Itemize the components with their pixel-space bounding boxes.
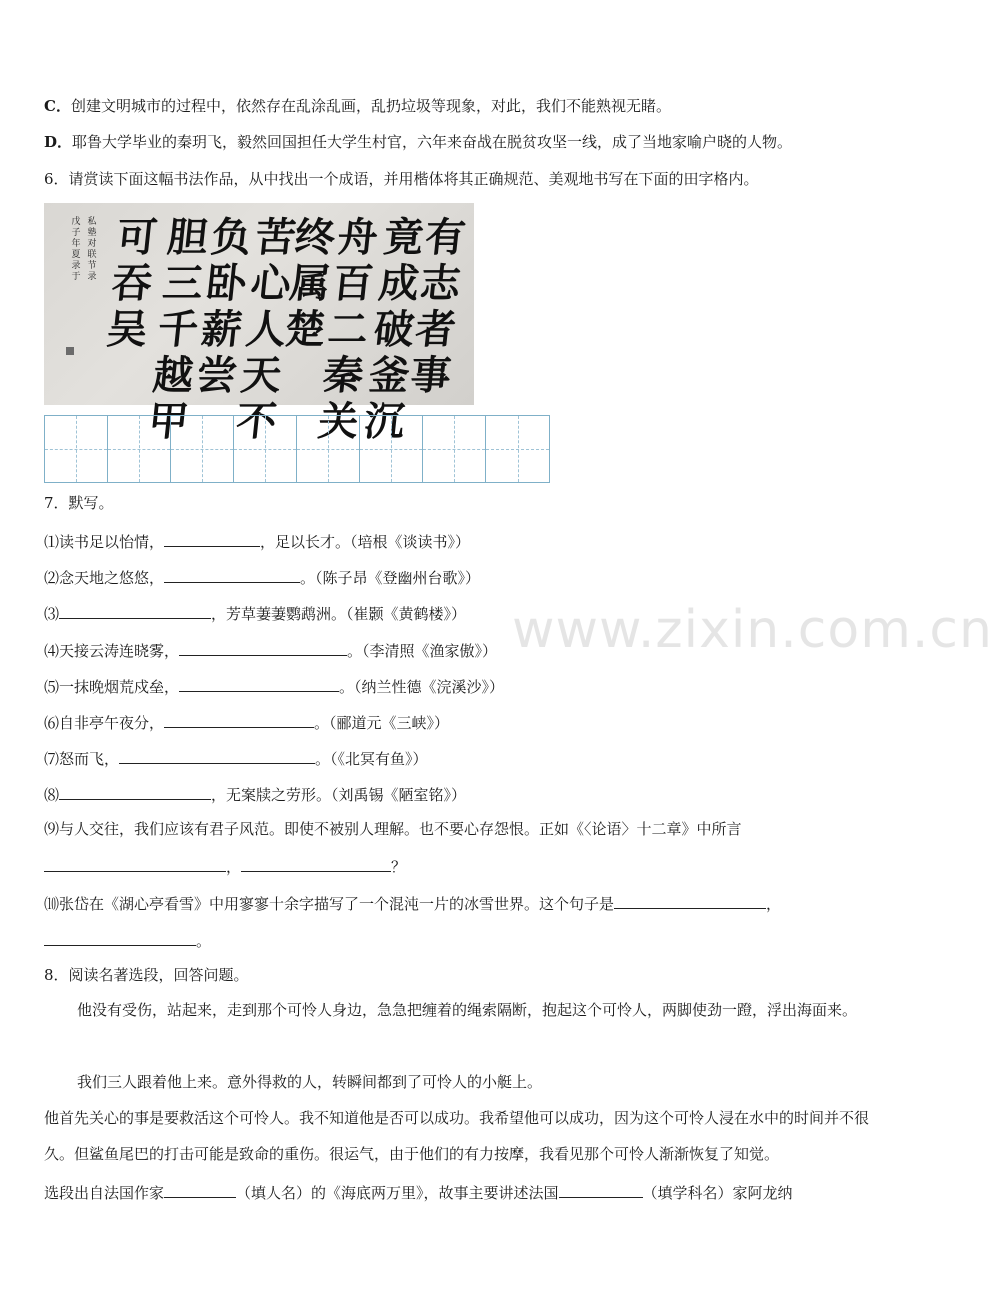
calligraphy-inscription: 私塾对联节录 — [87, 217, 97, 282]
answer-blank[interactable] — [614, 892, 766, 909]
answer-blank[interactable] — [164, 530, 260, 547]
item-text-after: ，足以长才。（培根《谈读书》） — [260, 533, 471, 551]
question-8-title: 8．阅读名著选段，回答问题。 — [44, 966, 249, 984]
grid-cell[interactable] — [45, 416, 108, 482]
item-text-after: 。（《北冥有鱼》） — [315, 750, 428, 768]
calligraphy-column: 舟百二秦关 — [315, 214, 381, 445]
recitation-item-5 — [44, 675, 504, 697]
answer-blank[interactable] — [179, 639, 347, 656]
answer-blank[interactable] — [59, 602, 211, 619]
grid-cell[interactable] — [423, 416, 486, 482]
calligraphy-column: 终属楚 — [282, 214, 338, 353]
answer-blank[interactable] — [179, 675, 339, 692]
question-8-prompt — [44, 1181, 793, 1203]
terminator: ？ — [391, 858, 407, 876]
item-text-after: ，芳草萋萋鹦鹉洲。（崔颢《黄鹤楼》） — [211, 605, 467, 623]
excerpt-paragraph-2: 我们三人跟着他上来。意外得救的人，转瞬间都到了可怜人的小艇上。 — [77, 1073, 543, 1091]
option-c-text: 创建文明城市的过程中，依然存在乱涂乱画，乱扔垃圾等现象，对此，我们不能熟视无睹。 — [70, 97, 671, 115]
recitation-item-7 — [44, 747, 428, 769]
answer-blank[interactable] — [241, 855, 391, 872]
option-d-text: 耶鲁大学毕业的秦玥飞，毅然回国担任大学生村官，六年来奋战在脱贫攻坚一线，成了当地家喻户晓的人物。 — [72, 133, 793, 151]
item-text-before: ⑹自非亭午夜分， — [44, 714, 165, 732]
grid-cell[interactable] — [108, 416, 171, 482]
option-c — [44, 96, 671, 116]
item-text-before: ⑷天接云涛连晓雾， — [44, 642, 180, 660]
prompt-text: （填人名）的《海底两万里》，故事主要讲述法国 — [236, 1184, 559, 1202]
recitation-item-9-blanks — [44, 855, 406, 877]
calligraphy-column: 竟成破釜沉 — [361, 214, 427, 445]
item-text-before: ⑴读书足以怡情， — [44, 533, 165, 551]
separator: ， — [766, 895, 782, 913]
recitation-item-9-text: ⑼与人交往，我们应该有君子风范。即使不被别人理解。也不要心存怨恨。正如《〈论语〉十二章》中所言 — [44, 820, 742, 838]
item-text-after: ，无案牍之劳形。（刘禹锡《陋室铭》） — [211, 786, 467, 804]
watermark: www.zixin.com.cn — [512, 600, 993, 660]
answer-blank[interactable] — [44, 929, 196, 946]
item-text-after: 。（陈子昂《登幽州台歌》） — [300, 569, 481, 587]
recitation-item-2 — [44, 566, 480, 588]
recitation-item-6 — [44, 711, 449, 733]
grid-cell[interactable] — [171, 416, 234, 482]
calligraphy-column: 可吞吴 — [104, 214, 160, 353]
terminator: 。 — [196, 932, 212, 950]
excerpt-paragraph-1: 他没有受伤，站起来，走到那个可怜人身边，急急把缠着的绳索隔断，抱起这个可怜人，两脚使劲一蹬，浮出海面来。 — [77, 1001, 858, 1019]
seal-stamp — [66, 347, 74, 355]
item-text-before: ⑸一抹晚烟荒戍垒， — [44, 678, 180, 696]
item-text-after: 。（纳兰性德《浣溪沙》） — [339, 678, 505, 696]
calligraphy-inscription: 戊子年夏录于 — [71, 217, 81, 282]
item-text-after: 。（李清照《渔家傲》） — [347, 642, 498, 660]
answer-blank[interactable] — [44, 855, 226, 872]
grid-cell[interactable] — [234, 416, 297, 482]
calligraphy-column: 负卧薪尝 — [194, 214, 254, 399]
calligraphy-column: 苦心人天不 — [233, 214, 299, 445]
option-d — [44, 132, 792, 152]
item-text-after: 。（郦道元《三峡》） — [314, 714, 450, 732]
grid-cell[interactable] — [486, 416, 549, 482]
item-text-before: ⑺怒而飞， — [44, 750, 120, 768]
grid-cell[interactable] — [360, 416, 423, 482]
author-blank[interactable] — [164, 1181, 236, 1198]
item-text-before: ⑵念天地之悠悠， — [44, 569, 165, 587]
excerpt-paragraph-3: 他首先关心的事是要救活这个可怜人。我不知道他是否可以成功。我希望他可以成功，因为这个可怜人浸在水中的时间并不很久。但鲨鱼尾巴的打击可能是致命的重伤。很运气，由于他们的有力按摩，我看见那个可怜人渐渐恢复了知觉。 — [44, 1109, 870, 1163]
recitation-item-3 — [44, 602, 466, 624]
recitation-item-1 — [44, 530, 470, 552]
prompt-text: （填学科名）家阿龙纳 — [642, 1184, 793, 1202]
separator: ， — [226, 858, 242, 876]
answer-blank[interactable] — [59, 783, 211, 800]
tianzige-grid — [44, 415, 550, 483]
recitation-item-4 — [44, 639, 497, 661]
calligraphy-column: 有志者事 — [408, 214, 468, 399]
item-text: ⑽张岱在《湖心亭看雪》中用寥寥十余字描写了一个混沌一片的冰雪世界。这个句子是 — [44, 895, 615, 913]
recitation-item-10-continued — [44, 929, 211, 951]
calligraphy-column: 胆三千越甲 — [145, 214, 211, 445]
recitation-item-8 — [44, 783, 466, 805]
recitation-item-10 — [44, 892, 781, 914]
option-c-letter: C． — [44, 97, 71, 115]
answer-blank[interactable] — [164, 566, 300, 583]
question-6-prompt: 6．请赏读下面这幅书法作品，从中找出一个成语，并用楷体将其正确规范、美观地书写在下面的田字格内。 — [44, 170, 759, 188]
calligraphy-image — [44, 203, 474, 445]
item-text-before: ⑶ — [44, 605, 60, 623]
question-7-title: 7．默写。 — [44, 494, 114, 512]
grid-cell[interactable] — [297, 416, 360, 482]
answer-blank[interactable] — [164, 711, 314, 728]
item-text-before: ⑻ — [44, 786, 60, 804]
option-d-letter: D． — [44, 133, 73, 151]
prompt-text: 选段出自法国作家 — [44, 1184, 165, 1202]
answer-blank[interactable] — [119, 747, 315, 764]
subject-blank[interactable] — [559, 1181, 643, 1198]
